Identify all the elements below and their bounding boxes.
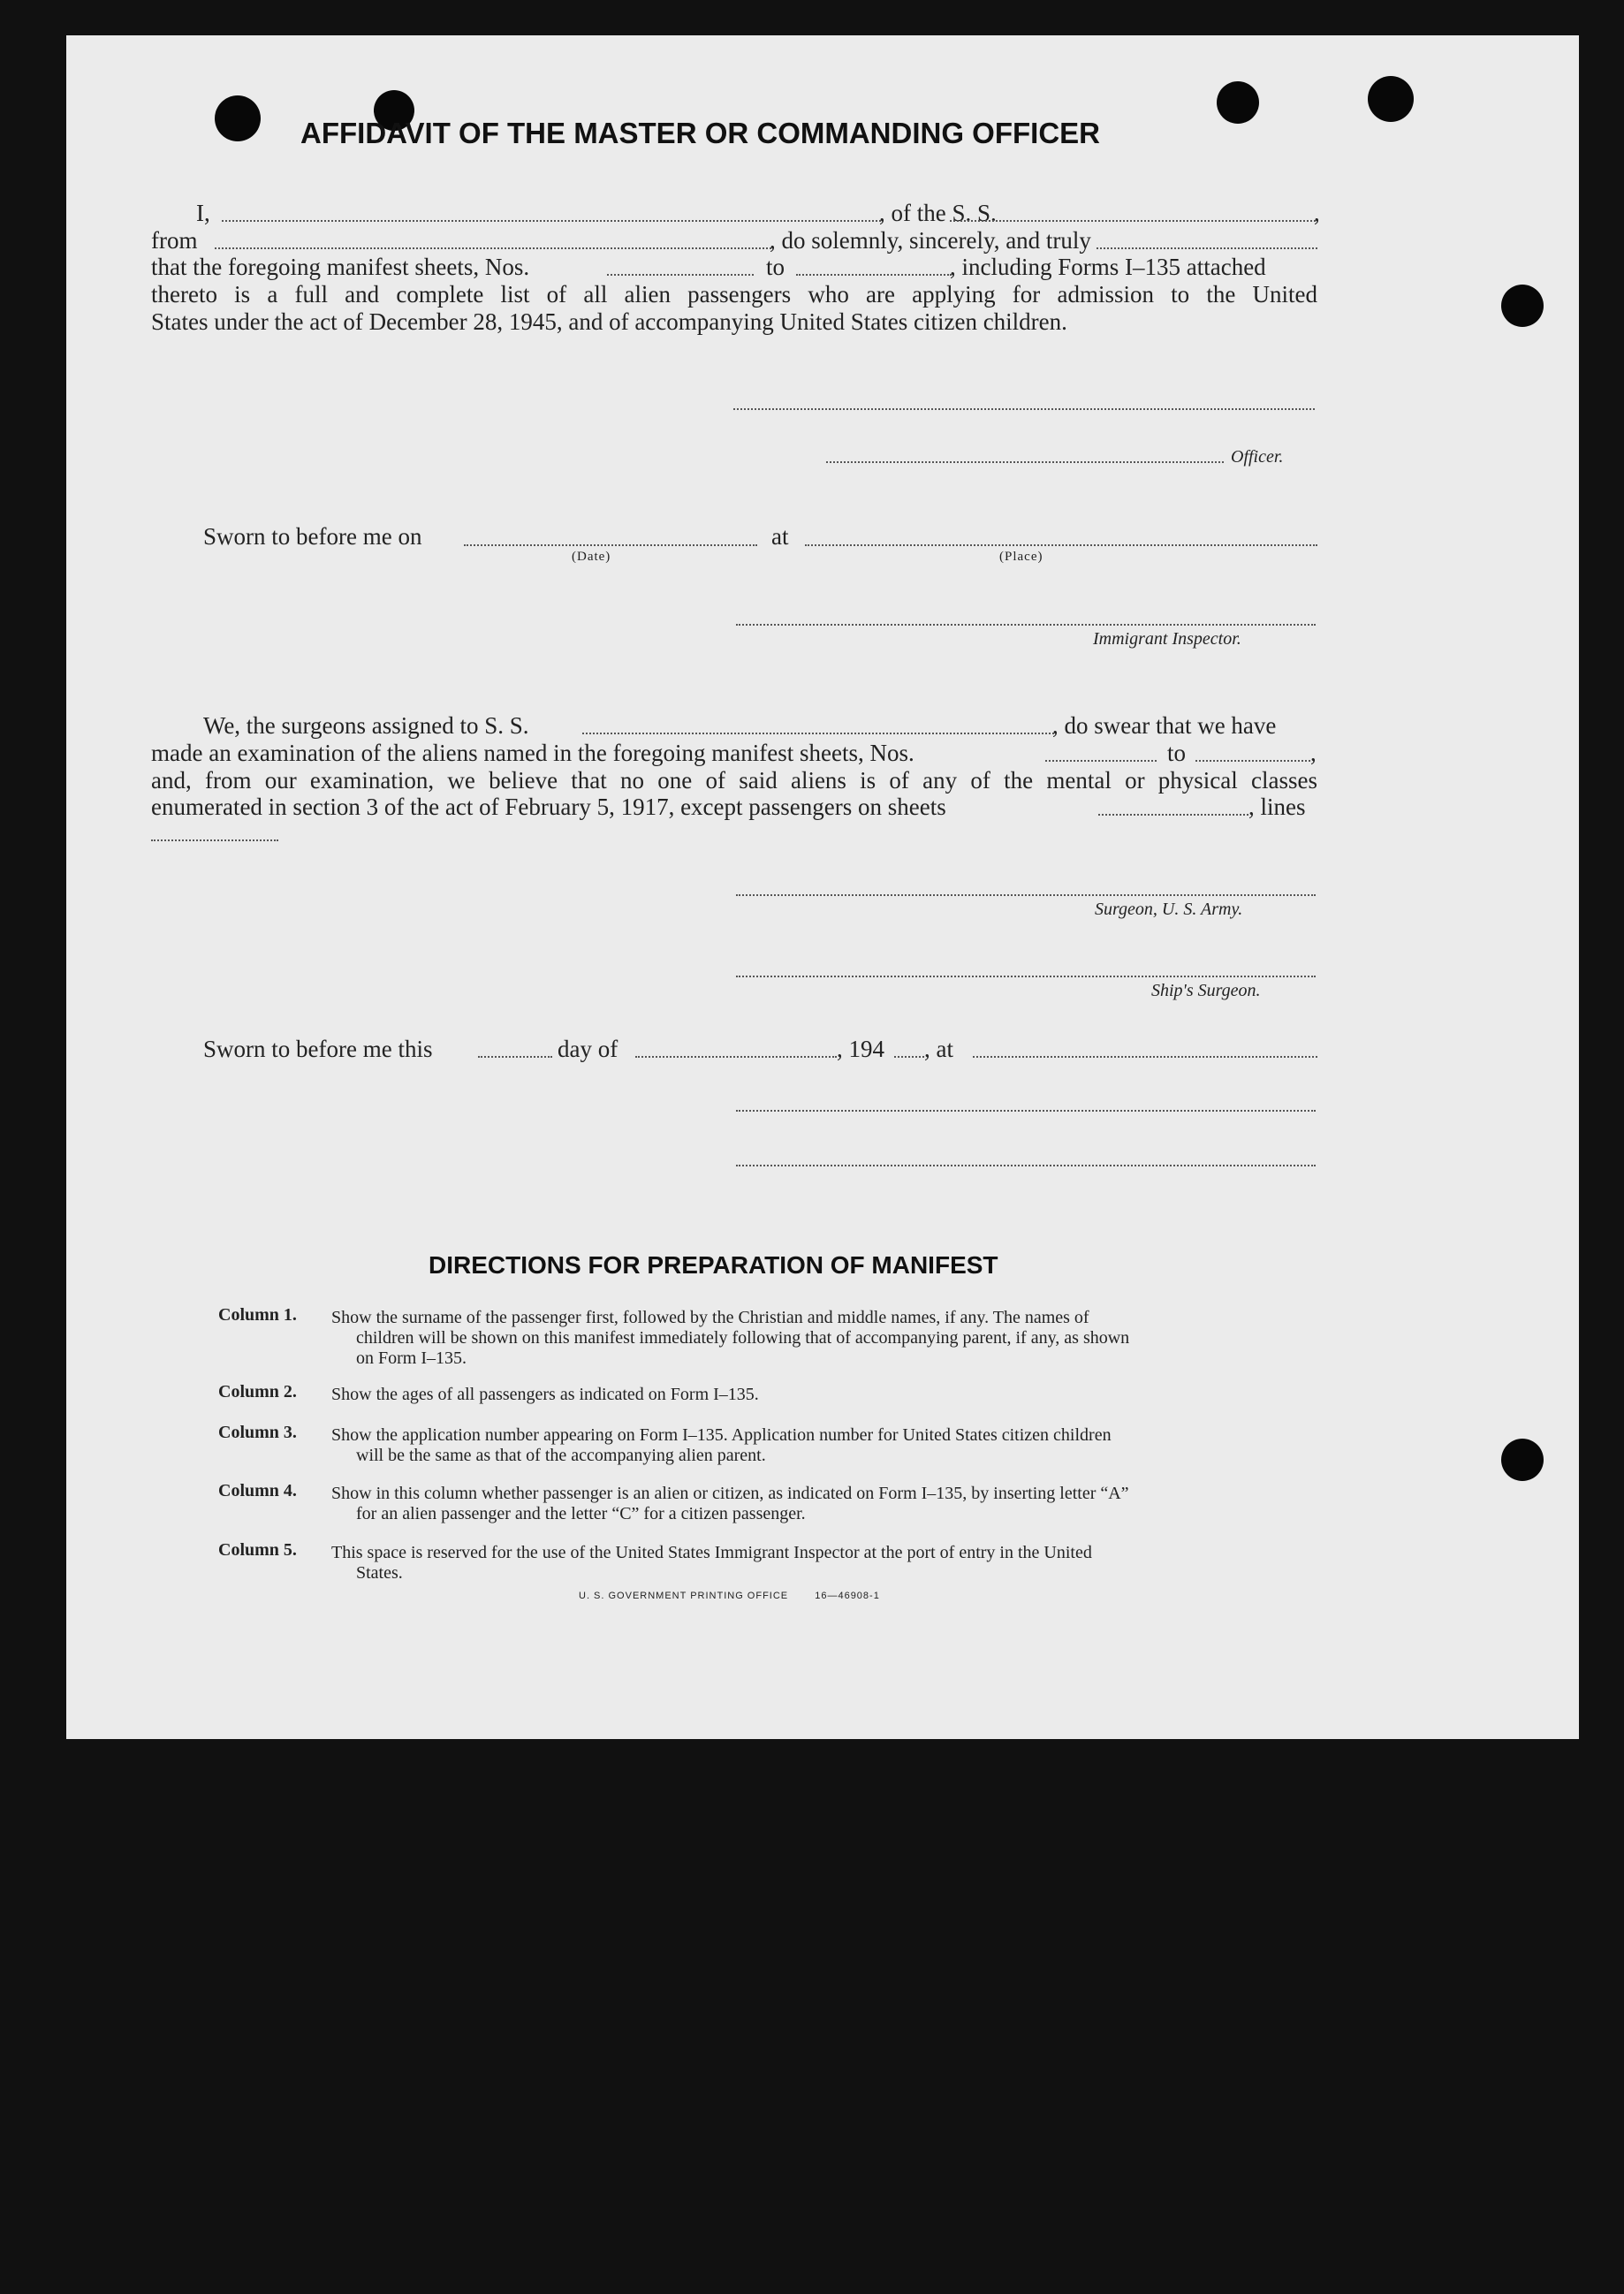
text: at	[771, 523, 789, 550]
blank-year[interactable]	[894, 1056, 924, 1058]
text: to	[766, 254, 785, 280]
text: on Form I–135.	[356, 1348, 467, 1368]
text: children will be shown on this manifest immediately following that of accompanying parent, if any, as shown	[356, 1328, 1130, 1348]
date-caption: (Date)	[572, 550, 611, 564]
blank-from-port[interactable]	[215, 247, 771, 249]
text: We, the surgeons assigned to S. S.	[203, 712, 529, 739]
text	[331, 1328, 1385, 1348]
blank-surgeons-ship[interactable]	[582, 733, 1054, 734]
text: that the foregoing manifest sheets, Nos.	[151, 254, 530, 280]
punch-hole	[1217, 81, 1259, 124]
text: Sworn to before me this	[203, 1036, 433, 1062]
signature-line-master[interactable]	[733, 408, 1315, 410]
column-1-label: Column 1.	[218, 1305, 297, 1325]
text: , at	[924, 1036, 953, 1062]
punch-hole	[1368, 76, 1414, 122]
place-caption: (Place)	[999, 550, 1043, 564]
text	[331, 1348, 1385, 1369]
blank-sheet-from[interactable]	[607, 274, 754, 276]
officer-caption: Officer.	[1231, 447, 1284, 467]
ship-surgeon-caption: Ship's Surgeon.	[1151, 981, 1261, 1000]
blank-sworn-date[interactable]	[464, 544, 757, 546]
para1-line5: States under the act of December 28, 1945, and of accompanying United States citizen children.	[151, 308, 1067, 335]
text: to	[1167, 740, 1187, 766]
blank-exam-sheet-to[interactable]	[1195, 760, 1310, 762]
blank-sheet-to[interactable]	[796, 274, 952, 276]
signature-line-sworn-1[interactable]	[736, 1110, 1316, 1112]
column-1-text	[331, 1308, 1385, 1369]
column-4-text	[331, 1484, 1385, 1524]
text: , lines	[1248, 794, 1306, 820]
text: ,	[1310, 740, 1317, 766]
text: States.	[356, 1563, 403, 1583]
affidavit-title: AFFIDAVIT OF THE MASTER OR COMMANDING OFFICER	[300, 117, 1101, 149]
text: , of the S. S.	[879, 200, 997, 226]
text: enumerated in section 3 of the act of February 5, 1917, except passengers on sheets	[151, 794, 946, 820]
text: will be the same as that of the accompanying alien parent.	[356, 1446, 766, 1465]
text: for an alien passenger and the letter “C” for a citizen passenger.	[356, 1504, 806, 1523]
text: , do swear that we have	[1052, 712, 1277, 739]
surgeons-line3: and, from our examination, we believe that no one of said aliens is of any of the mental or physical classes	[151, 767, 1317, 794]
blank-month[interactable]	[635, 1056, 837, 1058]
blank-day[interactable]	[478, 1056, 552, 1058]
signature-line-inspector[interactable]	[736, 624, 1316, 626]
para1-line4: thereto is a full and complete list of all alien passengers who are applying for admission to the United	[151, 281, 1317, 308]
column-5-text	[331, 1543, 1385, 1584]
text: Show the application number appearing on Form I–135. Application number for United States citizen children	[331, 1425, 1112, 1445]
text: Show the surname of the passenger first, followed by the Christian and middle names, if any. The names of	[331, 1308, 1089, 1327]
text: Show the ages of all passengers as indicated on Form I–135.	[331, 1385, 759, 1404]
blank-sworn-place-2[interactable]	[973, 1056, 1317, 1058]
blank-ship-name[interactable]	[950, 220, 1316, 222]
text	[331, 1563, 1385, 1584]
text: , do solemnly, sincerely, and truly	[770, 227, 1091, 254]
column-3-text	[331, 1425, 1385, 1466]
column-5-label: Column 5.	[218, 1540, 297, 1560]
army-surgeon-caption: Surgeon, U. S. Army.	[1095, 900, 1243, 919]
blank-except-sheets[interactable]	[1098, 814, 1248, 816]
text: I,	[196, 200, 210, 226]
text: , 194	[837, 1036, 884, 1062]
punch-hole	[1501, 1439, 1544, 1481]
text: Sworn to before me on	[203, 523, 422, 550]
blank-swear-affirm[interactable]	[1097, 247, 1317, 249]
directions-title: DIRECTIONS FOR PREPARATION OF MANIFEST	[429, 1251, 998, 1279]
column-4-label: Column 4.	[218, 1481, 297, 1500]
form-code: 16—46908-1	[815, 1591, 880, 1601]
text: made an examination of the aliens named in the foregoing manifest sheets, Nos.	[151, 740, 914, 766]
blank-master-name[interactable]	[222, 220, 881, 222]
blank-except-lines[interactable]	[151, 839, 278, 841]
signature-line-ship-surgeon[interactable]	[736, 976, 1316, 977]
printer-name: U. S. GOVERNMENT PRINTING OFFICE	[579, 1591, 789, 1601]
punch-hole	[215, 95, 261, 141]
signature-line-officer[interactable]	[826, 461, 1224, 463]
text: , including Forms I–135 attached	[950, 254, 1266, 280]
text: This space is reserved for the use of the United States Immigrant Inspector at the port of entry in the United	[331, 1543, 1092, 1562]
signature-line-sworn-2[interactable]	[736, 1165, 1316, 1166]
text: ,	[1314, 200, 1320, 226]
blank-sworn-place[interactable]	[805, 544, 1317, 546]
text	[331, 1446, 1385, 1466]
text: from	[151, 227, 198, 254]
punch-hole	[1501, 285, 1544, 327]
column-2-label: Column 2.	[218, 1382, 297, 1401]
inspector-caption: Immigrant Inspector.	[1093, 629, 1241, 649]
blank-exam-sheet-from[interactable]	[1045, 760, 1157, 762]
column-3-label: Column 3.	[218, 1423, 297, 1442]
text	[331, 1504, 1385, 1524]
column-2-text	[331, 1385, 1385, 1405]
text: Show in this column whether passenger is an alien or citizen, as indicated on Form I–135, by inserting letter “A”	[331, 1484, 1129, 1503]
printing-office	[579, 1591, 880, 1601]
text: day of	[558, 1036, 618, 1062]
form-page	[66, 35, 1579, 1739]
signature-line-army-surgeon[interactable]	[736, 894, 1316, 896]
